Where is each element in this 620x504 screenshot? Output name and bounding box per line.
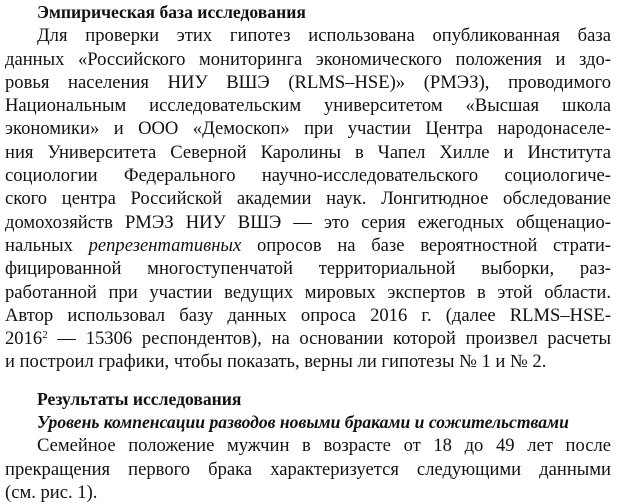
text-segment: нальных — [5, 234, 89, 256]
footnote-marker[interactable]: 2 — [42, 329, 48, 342]
text-line: ния Университета Северной Каролины в Чапел Хилле и Института — [5, 141, 611, 163]
text-line: социологии Федерального научно-исследовательского социологиче- — [5, 165, 611, 187]
text-line: ровья населения НИУ ВШЭ (RLMS–HSE)» (РМЭЗ), проводимого — [5, 71, 611, 93]
text-line: данных «Российского мониторинга экономического положения и здо- — [5, 48, 611, 70]
text-line: и построил графики, чтобы показать, верны ли гипотезы № 1 и № 2. — [5, 351, 547, 373]
paragraph-empirical-base — [5, 24, 611, 373]
text-line: Для проверки этих гипотез использована опубликованная база — [37, 25, 611, 47]
text-line: фицированной многоступенчатой территориальной выборки, раз- — [5, 258, 611, 280]
text-line: Семейное положение мужчин в возрасте от 18 до 49 лет после — [37, 435, 611, 457]
section-heading-empirical-base: Эмпирическая база исследования — [37, 2, 306, 22]
section-gap — [5, 374, 611, 388]
text-line: экономики» и ООО «Демоскоп» при участии Центра народонаселе- — [5, 118, 611, 140]
text-segment: — 15306 респондентов), на основании которой произвел расчеты — [47, 328, 611, 350]
subsection-heading-compensation: Уровень компенсации разводов новыми браками и сожительствами — [37, 412, 569, 433]
text-segment: опросов на базе вероятностной страти- — [241, 234, 612, 256]
text-line — [5, 327, 611, 350]
paragraph-results — [5, 434, 611, 504]
text-line: ского центра Российской академии наук. Лонгитюдное обследование — [5, 188, 611, 210]
text-line — [5, 234, 611, 257]
text-line: Автор использовал базу данных опроса 2016 г. (далее RLMS–HSE- — [5, 304, 611, 326]
text-line: прекращения первого брака характеризуется следующими данными — [5, 458, 611, 480]
text-line: работанной при участии ведущих мировых экспертов в этой области. — [5, 281, 611, 303]
text-line: (см. рис. 1). — [5, 481, 98, 503]
text-line: Национальным исследовательским университетом «Высшая школа — [5, 95, 611, 117]
text-line: домохозяйств РМЭЗ НИУ ВШЭ — это серия ежегодных общенацио- — [5, 211, 611, 233]
section-heading-results: Результаты исследования — [37, 388, 242, 409]
italic-term: репрезентативных — [88, 234, 242, 256]
text-segment: 2016 — [5, 328, 43, 350]
